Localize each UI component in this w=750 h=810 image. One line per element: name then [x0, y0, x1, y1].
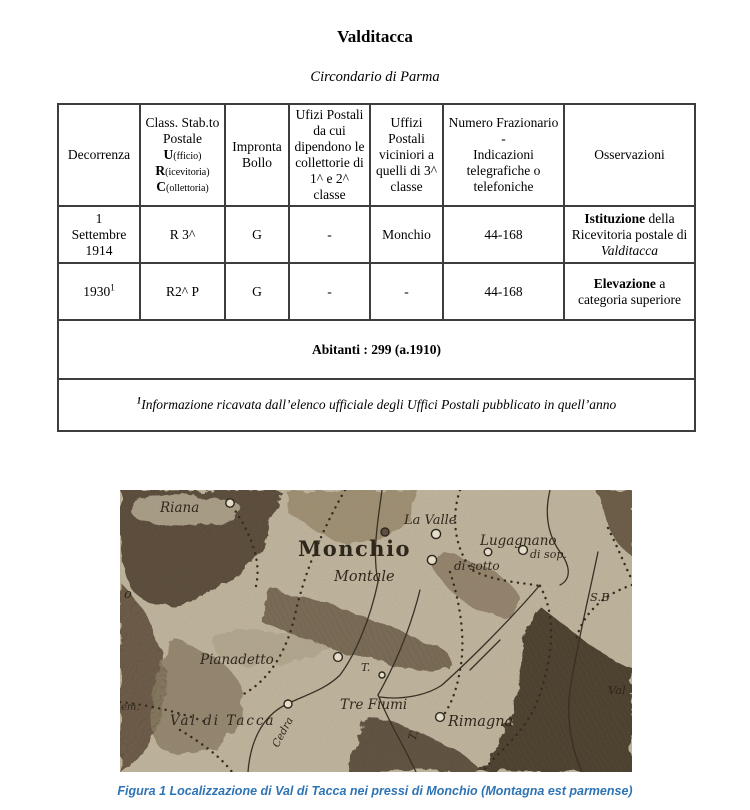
cell-frazionario-1914: 44-168	[443, 206, 564, 263]
cell-uffici-1914: Monchio	[370, 206, 443, 263]
map-label-em: em.	[121, 702, 140, 713]
header-osservazioni: Osservazioni	[564, 104, 695, 206]
map-label-monchio: Monchio	[298, 536, 412, 561]
table-row-footnote	[58, 379, 695, 431]
map-label-cedra: Cedra	[270, 715, 296, 750]
map-grain-overlay	[120, 490, 632, 772]
map-label-val: Val	[608, 683, 626, 697]
cell-impronta-1914: G	[225, 206, 289, 263]
map-label-montale: Montale	[334, 569, 395, 585]
map-label-riana: Riana	[160, 500, 200, 516]
historical-map-image	[120, 490, 632, 772]
cell-frazionario-1930: 44-168	[443, 263, 564, 320]
map-label-rimagna: Rimagna	[448, 714, 514, 730]
cell-classe-1914: R 3^	[140, 206, 225, 263]
header-classe-c: C(ollettoria)	[156, 179, 209, 194]
cell-impronta-1930: G	[225, 263, 289, 320]
header-classe-line1: Class. Stab.to	[145, 115, 220, 130]
header-classe	[140, 104, 225, 206]
map-label-t2: T.	[405, 728, 421, 743]
postal-history-table	[57, 103, 696, 432]
cell-decorrenza-1914: 1 Settembre 1914	[58, 206, 140, 263]
table-row-1914	[58, 206, 695, 263]
map-label-pianadetto: Pianadetto	[200, 652, 274, 668]
header-ufizi: Ufizi Postali da cui dipendono le collettorie di 1^ e 2^ classe	[289, 104, 370, 206]
map-label-valditacca: Val di Tacca	[170, 713, 276, 729]
map-label-lugagnano: Lugagnano	[480, 533, 557, 549]
map-label-sb: S.B	[590, 590, 610, 604]
map-label-disotto: di sotto	[454, 559, 500, 573]
map-svg	[120, 490, 632, 772]
cell-osservazioni-1930: Elevazione a categoria superiore	[564, 263, 695, 320]
table-header-row	[58, 104, 695, 206]
cell-osservazioni-1914: Istituzione della Ricevitoria postale di Valditacca	[564, 206, 695, 263]
cell-ufizi-1930: -	[289, 263, 370, 320]
cell-decorrenza-1930: 1930$^1$	[58, 263, 140, 320]
map-label-trefiumi: Tre Fiumi	[340, 697, 408, 713]
header-classe-r: R(icevitoria)	[155, 163, 210, 178]
cell-classe-1930: R2^ P	[140, 263, 225, 320]
table-row-abitanti	[58, 320, 695, 379]
header-decorrenza: Decorrenza	[58, 104, 140, 206]
page-title: Valditacca	[337, 27, 413, 46]
cell-ufizi-1914: -	[289, 206, 370, 263]
header-uffici: Uffizi Postali viciniori a quelli di 3^ classe	[370, 104, 443, 206]
header-impronta: Impronta Bollo	[225, 104, 289, 206]
map-label-disop: di sop.	[530, 548, 567, 561]
page-subtitle: Circondario di Parma	[310, 69, 440, 85]
map-label-lavalle: La Valle	[404, 513, 457, 528]
table-row-1930	[58, 263, 695, 320]
abitanti-text: Abitanti : 299 (a.1910)	[58, 320, 695, 379]
map-label-o: o	[124, 587, 132, 602]
cell-uffici-1930: -	[370, 263, 443, 320]
figure-caption: Figura 1 Localizzazione di Val di Tacca nei pressi di Monchio (Montagna est parmense)	[117, 784, 633, 798]
header-classe-line2: Postale	[163, 131, 202, 146]
header-frazionario: Numero Frazionario - Indicazioni telegrafiche o telefoniche	[443, 104, 564, 206]
map-label-t1: T.	[361, 661, 371, 674]
header-classe-u: U(fficio)	[163, 147, 202, 162]
footnote-text: $^1$Informazione ricavata dall’elenco ufficiale degli Uffici Postali pubblicato in quell’anno	[58, 379, 695, 431]
